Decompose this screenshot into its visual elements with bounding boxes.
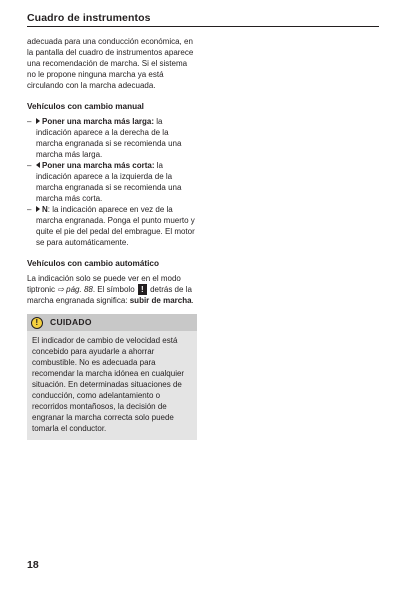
list-item: [27, 116, 197, 160]
running-header: Cuadro de instrumentos: [27, 12, 379, 27]
auto-text: .: [191, 296, 194, 305]
dash-bullet: –: [27, 205, 32, 214]
upshift-symbol-icon: !: [138, 284, 147, 295]
auto-text: . El símbolo: [92, 285, 137, 294]
dash-bullet: –: [27, 161, 32, 170]
item-text: la indicación aparece a la izquierda de la marcha engranada si se recomienda una marcha más corta.: [36, 161, 182, 203]
page-reference-link[interactable]: ⇨ pág. 88: [57, 285, 93, 294]
arrow-right-icon: [36, 206, 40, 212]
item-label: Poner una marcha más corta:: [42, 161, 155, 170]
list-item: [27, 204, 197, 248]
auto-paragraph: [27, 273, 197, 306]
auto-text: detrás de la marcha engranada significa:: [27, 285, 192, 305]
manual-heading: Vehículos con cambio manual: [27, 102, 144, 111]
caution-text: El indicador de cambio de velocidad está concebido para ayudarle a ahorrar combustible. No es adecuada para recomendar la marcha idónea en cualquier situación. En determinadas situaciones de conducción, como adelantamiento o recorridos montañosos, la decisión de engranar la marcha correcta solo puede tomarla el conductor.: [32, 336, 185, 433]
main-column: [27, 36, 197, 440]
caution-header: [27, 314, 197, 331]
auto-heading: Vehículos con cambio automático: [27, 259, 159, 268]
arrow-right-icon: [36, 118, 40, 124]
dash-bullet: –: [27, 117, 32, 126]
auto-text: La indicación solo se puede ver en el modo tiptronic: [27, 274, 181, 294]
intro-paragraph: adecuada para una conducción económica, en la pantalla del cuadro de instrumentos aparece una recomendación de marcha. Si el sistema no le propone ninguna marcha ya está circulando con la marcha adecuada.: [27, 37, 194, 90]
item-label: Poner una marcha más larga:: [42, 117, 155, 126]
caution-title: CUIDADO: [50, 317, 92, 327]
arrow-left-icon: [36, 162, 40, 168]
item-text: : la indicación aparece en vez de la marcha engranada. Ponga el punto muerto y quite el pie del pedal del embrague. El motor se para automáticamente.: [36, 205, 195, 247]
page-number: 18: [27, 559, 39, 571]
item-text: la indicación aparece a la derecha de la marcha engranada si se recomienda una marcha más larga.: [36, 117, 182, 159]
item-label: N: [42, 205, 48, 214]
list-item: [27, 160, 197, 204]
auto-emphasis: subir de marcha: [129, 296, 192, 305]
warning-icon: !: [31, 317, 43, 329]
caution-box: [27, 314, 197, 440]
